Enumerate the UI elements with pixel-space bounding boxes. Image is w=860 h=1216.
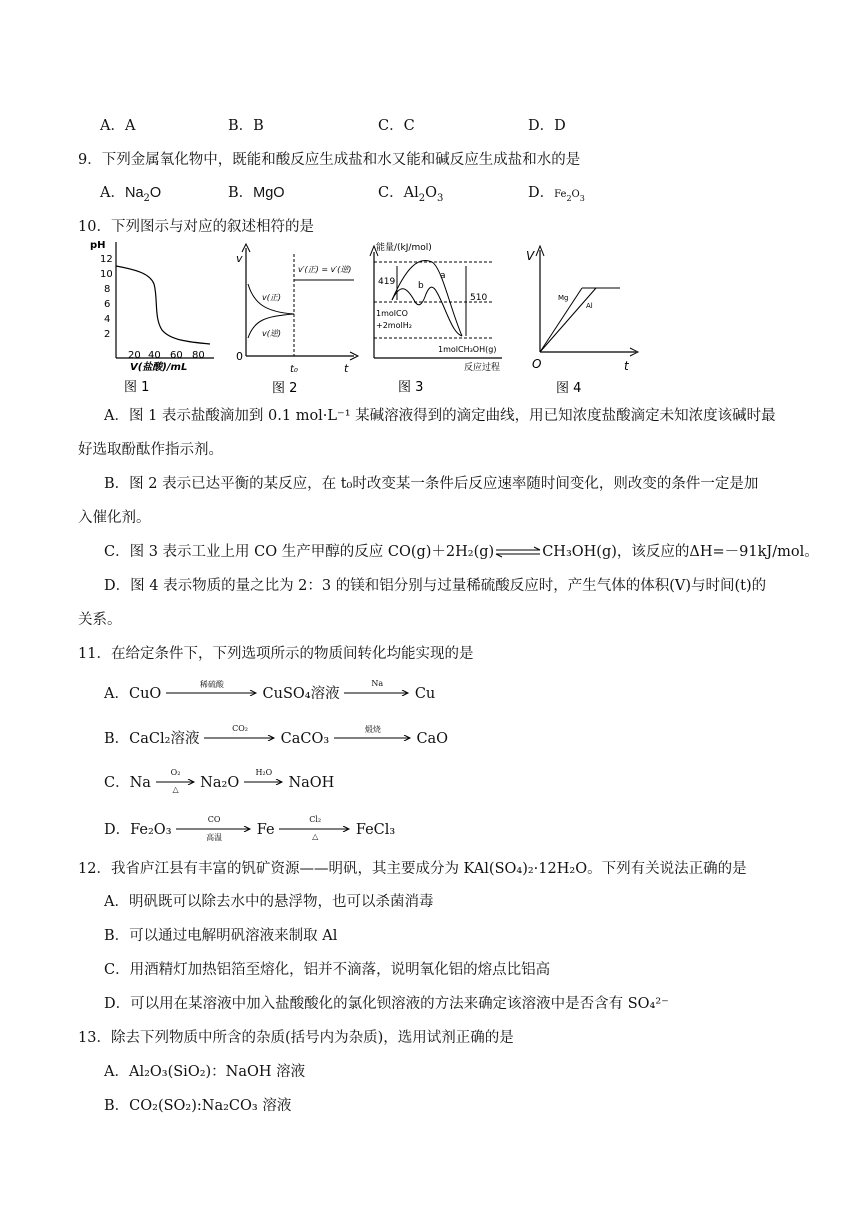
q9-option-c: C．$Al_2O_3$ (378, 185, 444, 204)
fig2-v-forward: v(正) (262, 293, 281, 302)
q9-stem: 9．下列金属氧化物中，既能和酸反应生成盐和水又能和碱反应生成盐和水的是 (78, 152, 581, 168)
q11-option-b: B．CaCl₂溶液 CO₂ CaCO₃ 煅烧 CaO (104, 724, 449, 747)
q8-option-d: D．D (528, 118, 566, 134)
q10-option-b-line1: B．图 2 表示已达平衡的某反应，在 t₀时改变某一条件后反应速率随时间变化，则改变的条件一定是加 (104, 476, 759, 492)
figure-1-titration-curve (88, 238, 228, 398)
fig2-ylabel: v (236, 252, 243, 265)
q10-option-b-line2: 入催化剂。 (78, 510, 151, 526)
q12-option-b: B．可以通过电解明矾溶液来制取 Al (104, 928, 338, 944)
fig2-xlabel: t (344, 362, 349, 375)
q12-option-d: D．可以用在某溶液中加入盐酸酸化的氯化钡溶液的方法来确定该溶液中是否含有 SO₄²⁻ (104, 996, 669, 1012)
q9-option-b: B．MgO (228, 185, 285, 201)
figure-4-volume-time (520, 240, 640, 398)
q12-stem: 12．我省庐江县有丰富的钒矿资源——明矾，其主要成分为 KAl(SO₄)₂·12H₂O。下列有关说法正确的是 (78, 861, 747, 877)
q8-option-b: B．B (228, 118, 264, 134)
fig1-ylabel: pH (90, 240, 106, 251)
fig3-xlabel: 反应过程 (464, 363, 501, 373)
fig1-xtick: 20 (128, 350, 141, 361)
q10-option-a-line1: A．图 1 表示盐酸滴加到 0.1 mol·L⁻¹ 某碱溶液得到的滴定曲线，用已知浓度盐酸滴定未知浓度该碱时最 (104, 408, 776, 424)
fig4-caption: 图 4 (556, 381, 582, 396)
figure-2-rate-time (232, 240, 362, 398)
fig2-caption: 图 2 (272, 381, 298, 396)
q13-stem: 13．除去下列物质中所含的杂质(括号内为杂质)，选用试剂正确的是 (78, 1030, 514, 1046)
q11-option-c: C．Na O₂ △ Na₂O H₂O NaOH (104, 768, 335, 794)
fig1-xtick: 80 (192, 350, 205, 361)
q12-option-a: A．明矾既可以除去水中的悬浮物，也可以杀菌消毒 (104, 894, 434, 910)
fig1-ytick: 2 (104, 329, 111, 340)
equilibrium-arrow-icon (494, 546, 542, 558)
q11-option-d: D．Fe₂O₃ CO 高温 Fe Cl₂ △ FeCl₃ (104, 815, 396, 842)
q13-option-a: A．Al₂O₃(SiO₂)：NaOH 溶液 (104, 1064, 306, 1080)
figure-3-energy-diagram (366, 238, 506, 398)
fig1-ytick: 4 (104, 314, 111, 325)
q8-option-c: C．C (378, 118, 415, 134)
q12-option-c: C．用酒精灯加热铝箔至熔化，铝并不滴落，说明氧化铝的熔点比铝高 (104, 962, 551, 978)
fig2-equal-label: v′(正) = v′(逆) (298, 265, 352, 274)
fig3-a: a (440, 271, 446, 281)
fig2-v-reverse: v(逆) (262, 329, 281, 338)
fig3-ylabel: 能量/(kJ/mol) (376, 243, 432, 253)
q11-option-a: A．CuO 稀硫酸 CuSO₄溶液 Na Cu (104, 679, 436, 702)
fig1-ytick: 12 (100, 254, 113, 265)
fig4-ylabel: V (526, 249, 535, 263)
q8-option-a: A．A (100, 118, 136, 134)
fig2-origin: 0 (236, 350, 243, 363)
fig3-caption: 图 3 (398, 380, 424, 395)
fig3-e2: 510 (470, 293, 488, 303)
fig3-product: 1molCH₃OH(g) (438, 345, 497, 354)
q10-stem: 10．下列图示与对应的叙述相符的是 (78, 219, 314, 235)
fig1-xlabel: V(盐酸)/mL (130, 362, 188, 373)
fig3-reactant2: +2molH₂ (376, 321, 412, 330)
fig1-xtick: 60 (170, 350, 183, 361)
fig1-curve (116, 266, 210, 344)
q10-option-d-line1: D．图 4 表示物质的量之比为 2：3 的镁和铝分别与过量稀硫酸反应时，产生气体的体积(V)与时间(t)的 (104, 578, 767, 594)
fig3-reactant1: 1molCO (376, 309, 408, 318)
fig1-ytick: 6 (104, 299, 111, 310)
fig1-ytick: 10 (100, 269, 113, 280)
q9-option-d: D．$Fe_2O_3$ (528, 185, 585, 203)
fig3-e1: 419 (378, 277, 396, 287)
fig1-ytick: 8 (104, 284, 111, 295)
fig4-xlabel: t (624, 359, 629, 373)
fig4-al: Al (586, 302, 593, 310)
q10-option-a-line2: 好选取酚酞作指示剂。 (78, 442, 223, 458)
q13-option-b: B．CO₂(SO₂):Na₂CO₃ 溶液 (104, 1098, 292, 1114)
fig4-origin: O (532, 357, 542, 371)
fig3-b: b (418, 281, 424, 291)
q9-option-a: A．$Na_2O$ (100, 185, 162, 204)
fig2-t0: t₀ (290, 364, 298, 375)
q10-option-d-line2: 关系。 (78, 612, 122, 628)
q11-stem: 11．在给定条件下，下列选项所示的物质间转化均能实现的是 (78, 646, 474, 662)
fig4-mg: Mg (558, 294, 569, 302)
q10-option-c: C．图 3 表示工业上用 CO 生产甲醇的反应 CO(g)＋2H₂(g) CH₃OH(g)，该反应的ΔH=－91kJ/mol。 (104, 544, 819, 560)
fig1-caption: 图 1 (124, 380, 150, 395)
fig1-xtick: 40 (148, 350, 161, 361)
